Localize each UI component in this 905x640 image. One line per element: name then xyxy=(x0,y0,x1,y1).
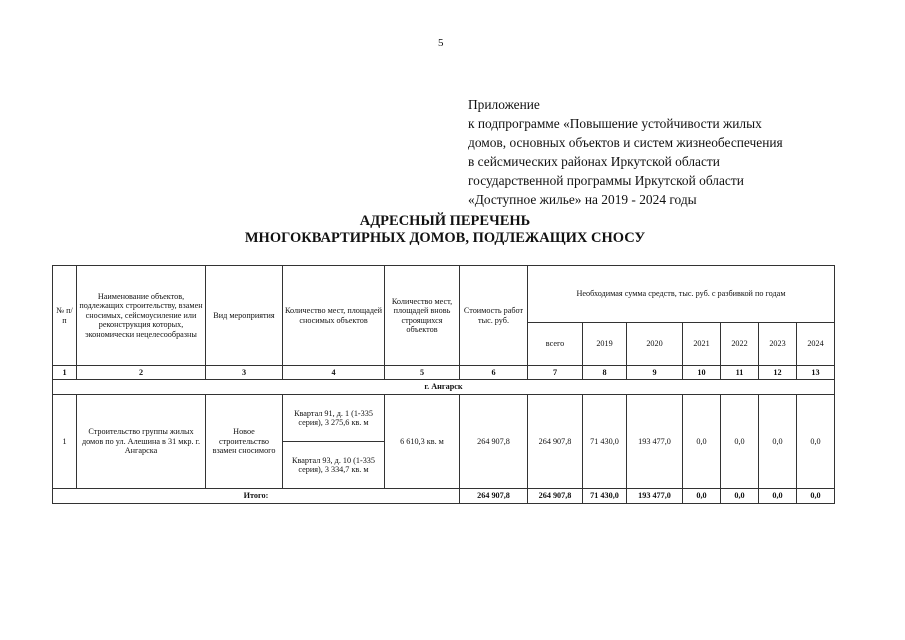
address-list-table xyxy=(52,265,835,504)
col-number: 4 xyxy=(283,366,385,380)
header-2023: 2023 xyxy=(759,323,797,366)
header-num: № п/п xyxy=(53,266,77,366)
row-total: 264 907,8 xyxy=(528,395,583,489)
row-new-places: 6 610,3 кв. м xyxy=(385,395,460,489)
column-numbers-row xyxy=(53,366,835,380)
col-number: 3 xyxy=(206,366,283,380)
col-number: 1 xyxy=(53,366,77,380)
header-kind: Вид мероприятия xyxy=(206,266,283,366)
row-2021: 0,0 xyxy=(683,395,721,489)
row-2022: 0,0 xyxy=(721,395,759,489)
row-name: Строительство группы жилых домов по ул. Алешина в 31 мкр. г. Ангарска xyxy=(77,395,206,489)
col-number: 7 xyxy=(528,366,583,380)
row-place-1: Квартал 91, д. 1 (1-335 серия), 3 275,6 кв. м xyxy=(283,395,385,442)
row-2020: 193 477,0 xyxy=(627,395,683,489)
header-name: Наименование объектов, подлежащих строительству, взамен сносимых, сейсмоусиление или реконструкция которых, экономически нецелесообразны xyxy=(77,266,206,366)
header-2022: 2022 xyxy=(721,323,759,366)
col-number: 12 xyxy=(759,366,797,380)
col-number: 13 xyxy=(797,366,835,380)
col-number: 8 xyxy=(583,366,627,380)
appendix-line: к подпрограмме «Повышение устойчивости жилых xyxy=(468,116,762,131)
totals-2020: 193 477,0 xyxy=(627,489,683,504)
header-places: Количество мест, площадей сносимых объектов xyxy=(283,266,385,366)
header-2021: 2021 xyxy=(683,323,721,366)
city-name: г. Ангарск xyxy=(53,380,835,395)
col-number: 11 xyxy=(721,366,759,380)
totals-2019: 71 430,0 xyxy=(583,489,627,504)
appendix-block xyxy=(468,95,783,209)
totals-row xyxy=(53,489,835,504)
totals-label: Итого: xyxy=(53,489,460,504)
col-number: 6 xyxy=(460,366,528,380)
header-funding: Необходимая сумма средств, тыс. руб. с разбивкой по годам xyxy=(528,266,835,323)
col-number: 10 xyxy=(683,366,721,380)
page-number: 5 xyxy=(438,37,444,49)
header-2024: 2024 xyxy=(797,323,835,366)
row-num: 1 xyxy=(53,395,77,489)
totals-total: 264 907,8 xyxy=(528,489,583,504)
totals-2024: 0,0 xyxy=(797,489,835,504)
col-number: 9 xyxy=(627,366,683,380)
table-row xyxy=(53,395,835,442)
appendix-line: домов, основных объектов и систем жизнеобеспечения xyxy=(468,135,783,150)
appendix-line: в сейсмических районах Иркутской области xyxy=(468,154,720,169)
header-row xyxy=(53,266,835,323)
document-title-line-2: МНОГОКВАРТИРНЫХ ДОМОВ, ПОДЛЕЖАЩИХ СНОСУ xyxy=(244,230,646,246)
document-title-line-1: АДРЕСНЫЙ ПЕРЕЧЕНЬ xyxy=(359,213,531,229)
header-2020: 2020 xyxy=(627,323,683,366)
row-kind: Новое строительство взамен сносимого xyxy=(206,395,283,489)
appendix-line: «Доступное жилье» на 2019 - 2024 годы xyxy=(468,192,697,207)
totals-cost: 264 907,8 xyxy=(460,489,528,504)
city-row xyxy=(53,380,835,395)
appendix-line: государственной программы Иркутской области xyxy=(468,173,744,188)
row-2024: 0,0 xyxy=(797,395,835,489)
totals-2022: 0,0 xyxy=(721,489,759,504)
row-2019: 71 430,0 xyxy=(583,395,627,489)
totals-2023: 0,0 xyxy=(759,489,797,504)
col-number: 2 xyxy=(77,366,206,380)
row-cost: 264 907,8 xyxy=(460,395,528,489)
header-cost: Стоимость работ тыс. руб. xyxy=(460,266,528,366)
header-total: всего xyxy=(528,323,583,366)
totals-2021: 0,0 xyxy=(683,489,721,504)
row-place-2: Квартал 93, д. 10 (1-335 серия), 3 334,7 кв. м xyxy=(283,442,385,489)
col-number: 5 xyxy=(385,366,460,380)
row-2023: 0,0 xyxy=(759,395,797,489)
header-new-places: Количество мест, площадей вновь строящихся объектов xyxy=(385,266,460,366)
appendix-line: Приложение xyxy=(468,97,540,112)
header-2019: 2019 xyxy=(583,323,627,366)
